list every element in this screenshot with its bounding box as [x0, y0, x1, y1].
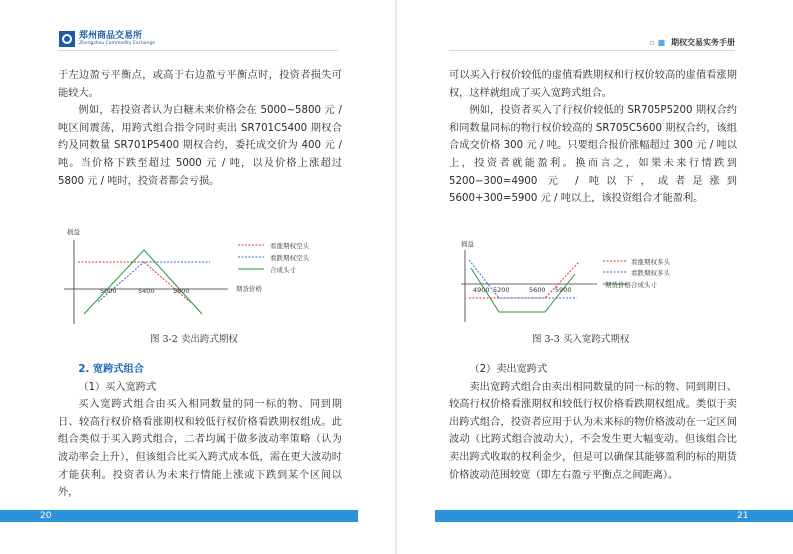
- y-axis-label: 损益: [461, 240, 474, 248]
- logo-en: Zhengzhou Commodity Exchange: [79, 41, 156, 46]
- x-axis-label: 期货价格: [236, 285, 262, 293]
- paragraph: 可以买入行权价较低的虚值看跌期权和行权价较高的虚值看涨期权，这样就组成了买入宽跨式组合。: [449, 70, 737, 99]
- paragraph: 例如，若投资者认为白糖未来价格会在 5000~5800 元 / 吨区间震荡，用跨式组合指令同时卖出 SR701C5400 期权合约及同数量 SR701P5400 期权合约，委托成交价为 400 元 / 吨。当价格下跌至超过 5000 元 / 吨，以及价格上涨超过 5800 元 / 吨时，投资者都会亏损。: [58, 105, 342, 187]
- short-straddle-chart: [60, 228, 360, 326]
- exchange-logo: [59, 31, 155, 47]
- legend-put-label: 看跌期权多头: [631, 269, 670, 277]
- book-title: 期权交易实务手册: [671, 38, 735, 47]
- legend-put-label: 看跌期权空头: [270, 254, 309, 262]
- sub-title: （1）买入宽跨式: [78, 381, 157, 393]
- book-title-header: [650, 37, 735, 48]
- figure-caption: 图 3-2 卖出跨式期权: [150, 334, 238, 345]
- paragraph: 例如，投资者买入了行权价较低的 SR705P5200 期权合约和同数量同标的物行权价较高的 SR705C5600 期权合约，该组合成交价格 300 元 / 吨。只要组合报价涨幅超过 300 元 / 吨以上，投资者就能盈利。换而言之，如果未来行情跌到 5200−300=4900 元 / 吨以下，或者是涨到 5600+300=5900 元 / 吨以上，该投资组合才能盈利。: [449, 105, 737, 205]
- legend-call-label: 看涨期权多头: [631, 258, 670, 266]
- tick-label: 5900: [555, 286, 572, 294]
- legend-combo-label: 合成头寸: [631, 281, 657, 289]
- right-text-top: [449, 67, 737, 208]
- tick-label: 5400: [138, 287, 155, 295]
- paragraph: 卖出宽跨式组合由卖出相同数量的同一标的物、同到期日、较高行权价格看涨期权和较低行权价格看跌期权组成。类似于卖出跨式组合，投资者应用于认为未来标的物价格波动在一定区间波动（比跨式组合波动大），不会发生更大幅变动。但该组合比卖出跨式收取的权利金少，但是可以确保其能够盈利的标的期货价格波动范围较宽（即左右盈亏平衡点之间距离）。: [449, 381, 737, 481]
- legend-combo-label: 合成头寸: [270, 266, 296, 274]
- long-strangle-chart: [457, 240, 757, 326]
- tick-label: 4900: [473, 286, 490, 294]
- header-rule: [58, 50, 338, 51]
- page-number: 21: [737, 511, 749, 521]
- y-axis-label: 损益: [67, 228, 80, 236]
- header-rule: [449, 50, 735, 51]
- sub-title: （2）卖出宽跨式: [469, 364, 548, 375]
- put-short-line: [98, 262, 210, 302]
- tick-label: 5800: [173, 287, 190, 295]
- tick-label: 5000: [100, 287, 117, 295]
- legend-call-label: 看涨期权空头: [270, 242, 309, 250]
- tick-label: 5600: [529, 286, 546, 294]
- left-page: [0, 0, 396, 554]
- logo-cn: 郑州商品交易所: [79, 31, 143, 41]
- right-page: [397, 0, 793, 554]
- figure-caption: 图 3-3 买入宽跨式期权: [532, 334, 630, 345]
- section-title: 2. 宽跨式组合: [78, 364, 144, 375]
- paragraph: 于左边盈亏平衡点，或高于右边盈亏平衡点时，投资者损失可能较大。: [58, 70, 342, 99]
- paragraph: 买入宽跨式组合由买入相同数量的同一标的物、同到期日、较高行权价格看涨期权和较低行权价格看跌期权组成。此组合类似于买入跨式组合，二者均属于做多波动率策略（认为波动率会上升），但该组合比买入跨式成本低，需在更大波动时才能获利。投资者认为未来行情能上涨或下跌到某个区间以外，: [58, 399, 342, 499]
- footer-bar: [0, 510, 358, 522]
- right-text-bottom: [449, 361, 737, 484]
- combo-line: [84, 250, 202, 314]
- exchange-logo-icon: [59, 31, 75, 47]
- x-axis-label: 期货价格: [605, 281, 631, 289]
- left-text-top: [58, 67, 342, 190]
- tick-label: 5200: [493, 286, 510, 294]
- page-number: 20: [40, 511, 52, 521]
- left-text-bottom: [58, 361, 342, 502]
- header-square-icon: ▫ ■: [649, 38, 666, 47]
